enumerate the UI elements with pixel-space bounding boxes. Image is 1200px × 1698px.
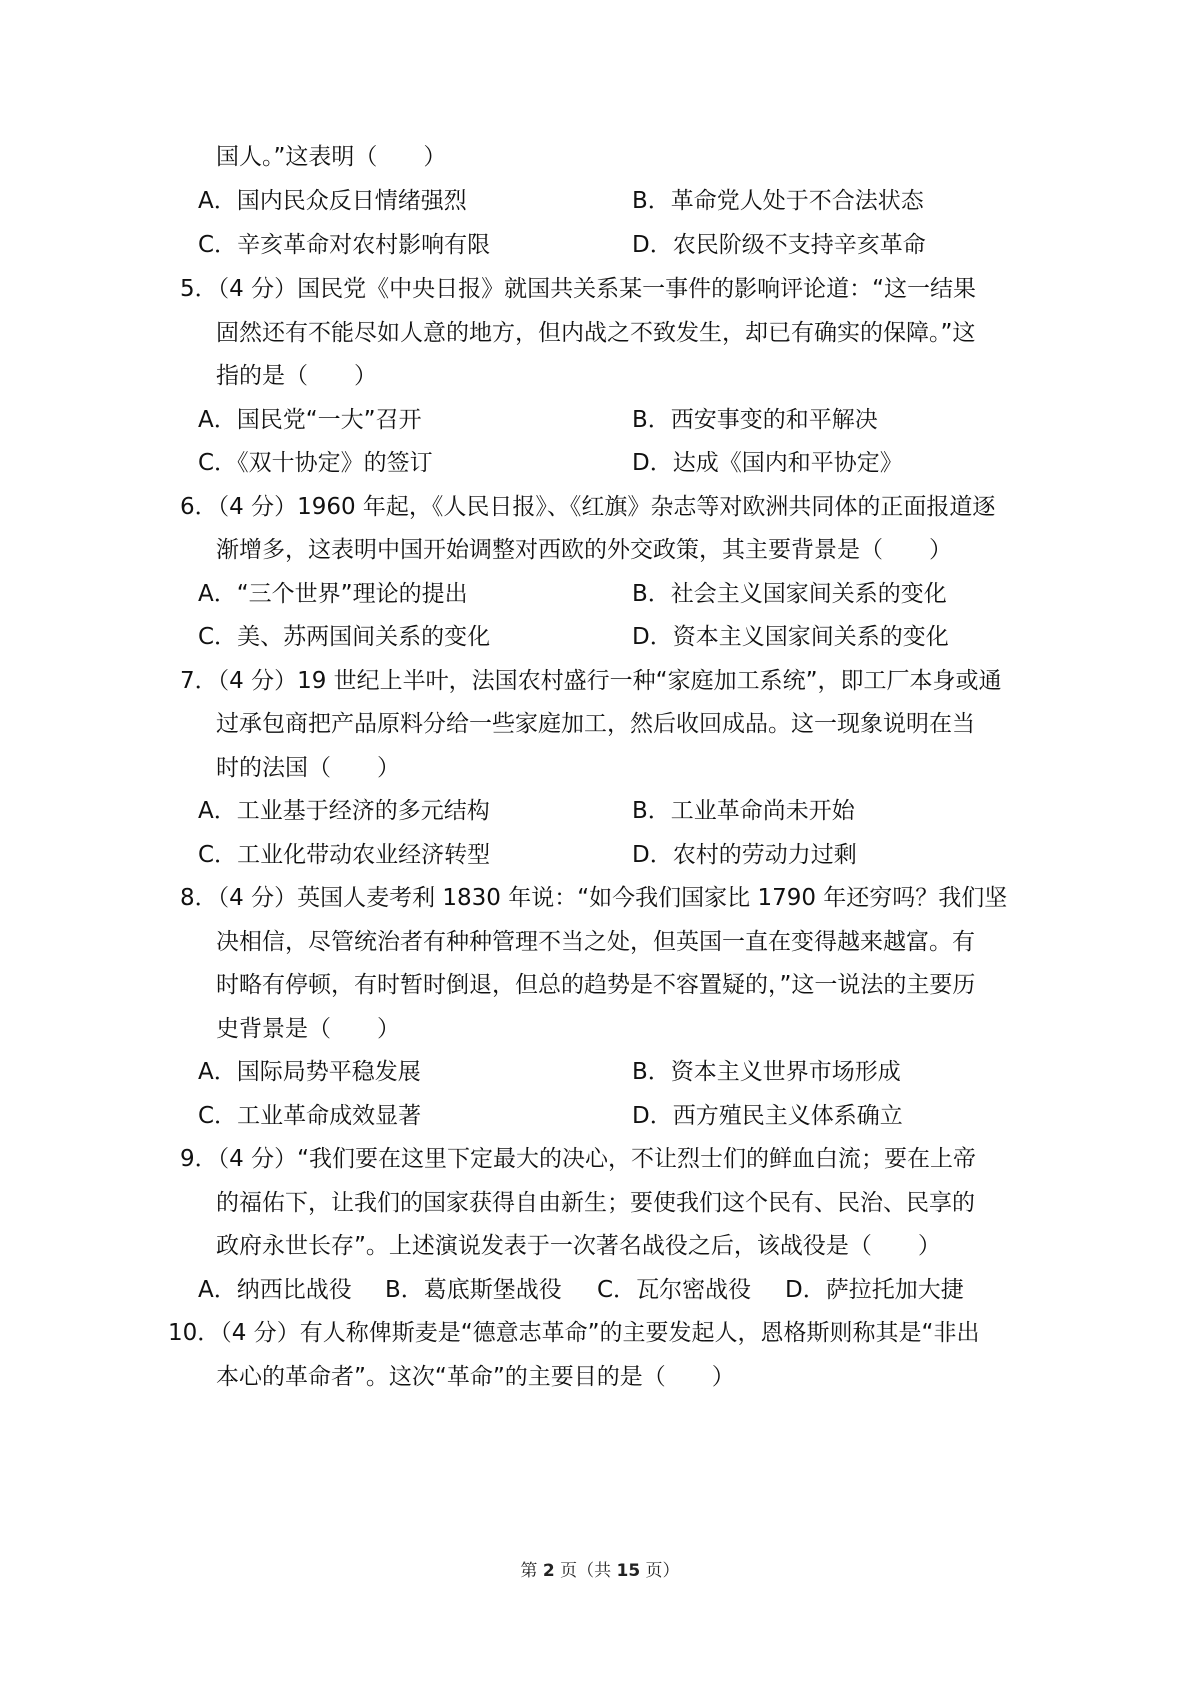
option-d: D．农村的劳动力过剩	[632, 842, 857, 868]
question-stem-line: 7．（4 分）19 世纪上半叶，法国农村盛行一种“家庭加工系统”，即工厂本身或通	[180, 668, 1002, 694]
option-c: C．《双十协定》的签订	[198, 450, 433, 476]
option-b: B．工业革命尚未开始	[632, 798, 855, 824]
option-c: C．工业化带动农业经济转型	[198, 842, 491, 868]
question-number: 5．	[180, 276, 218, 302]
page-total: 15	[616, 1561, 641, 1581]
option-a: A．“三个世界”理论的提出	[198, 581, 468, 607]
question-stem-line: 政府永世长存”。上述演说发表于一次著名战役之后，该战役是（ ）	[216, 1233, 941, 1259]
option-c: C．辛亥革命对农村影响有限	[198, 232, 491, 258]
option-d: D．农民阶级不支持辛亥革命	[632, 232, 926, 258]
option-a: A．国内民众反日情绪强烈	[198, 188, 467, 214]
question-stem-line: 本心的革命者”。这次“革命”的主要目的是（ ）	[216, 1364, 735, 1390]
question-stem-line: 10．（4 分）有人称俾斯麦是“德意志革命”的主要发起人，恩格斯则称其是“非出	[168, 1320, 980, 1346]
option-a: A．国民党“一大”召开	[198, 407, 422, 433]
option-a: A．国际局势平稳发展	[198, 1059, 421, 1085]
question-stem-line: 国人。”这表明（ ）	[216, 144, 447, 170]
question-stem-line: 5．（4 分）国民党《中央日报》就国共关系某一事件的影响评论道：“这一结果	[180, 276, 977, 302]
option-c: C．美、苏两国间关系的变化	[198, 624, 491, 650]
question-number: 6．	[180, 494, 218, 520]
option-b: B．葛底斯堡战役	[385, 1277, 562, 1303]
question-number: 10．	[168, 1320, 221, 1346]
page-footer: 第 2 页（共 15 页）	[520, 1561, 680, 1581]
question-stem-line: 渐增多，这表明中国开始调整对西欧的外交政策，其主要背景是（ ）	[216, 537, 952, 563]
question-stem-line: 9．（4 分）“我们要在这里下定最大的决心，不让烈士们的鲜血白流；要在上帝	[180, 1146, 977, 1172]
option-d: D．资本主义国家间关系的变化	[632, 624, 949, 650]
option-c: C．瓦尔密战役	[597, 1277, 752, 1303]
question-stem-line: 8．（4 分）英国人麦考利 1830 年说：“如今我们国家比 1790 年还穷吗？我们坚	[180, 885, 1008, 911]
question-stem-line: 指的是（ ）	[216, 363, 377, 389]
question-stem-line: 的福佑下，让我们的国家获得自由新生；要使我们这个民有、民治、民享的	[216, 1190, 975, 1216]
option-c: C．工业革命成效显著	[198, 1103, 422, 1129]
question-stem-line: 时略有停顿，有时暂时倒退，但总的趋势是不容置疑的，”这一说法的主要历	[216, 972, 976, 998]
question-stem-line: 史背景是（ ）	[216, 1016, 400, 1042]
question-number: 8．	[180, 885, 218, 911]
question-stem-line: 6．（4 分）1960 年起，《人民日报》、《红旗》杂志等对欧洲共同体的正面报道逐	[180, 494, 996, 520]
option-b: B．社会主义国家间关系的变化	[632, 581, 947, 607]
option-a: A．工业基于经济的多元结构	[198, 798, 490, 824]
option-d: D．达成《国内和平协定》	[632, 450, 903, 476]
question-stem-line: 过承包商把产品原料分给一些家庭加工，然后收回成品。这一现象说明在当	[216, 711, 975, 737]
question-number: 7．	[180, 668, 218, 694]
question-stem-line: 时的法国（ ）	[216, 755, 400, 781]
question-number: 9．	[180, 1146, 218, 1172]
option-d: D．西方殖民主义体系确立	[632, 1103, 903, 1129]
option-b: B．西安事变的和平解决	[632, 407, 878, 433]
option-a: A．纳西比战役	[198, 1277, 352, 1303]
option-d: D．萨拉托加大捷	[785, 1277, 964, 1303]
option-b: B．革命党人处于不合法状态	[632, 188, 924, 214]
question-stem-line: 决相信，尽管统治者有种种管理不当之处，但英国一直在变得越来越富。有	[216, 929, 975, 955]
question-stem-line: 固然还有不能尽如人意的地方，但内战之不致发生，却已有确实的保障。”这	[216, 320, 976, 346]
page-number: 2	[542, 1561, 555, 1581]
option-b: B．资本主义世界市场形成	[632, 1059, 901, 1085]
